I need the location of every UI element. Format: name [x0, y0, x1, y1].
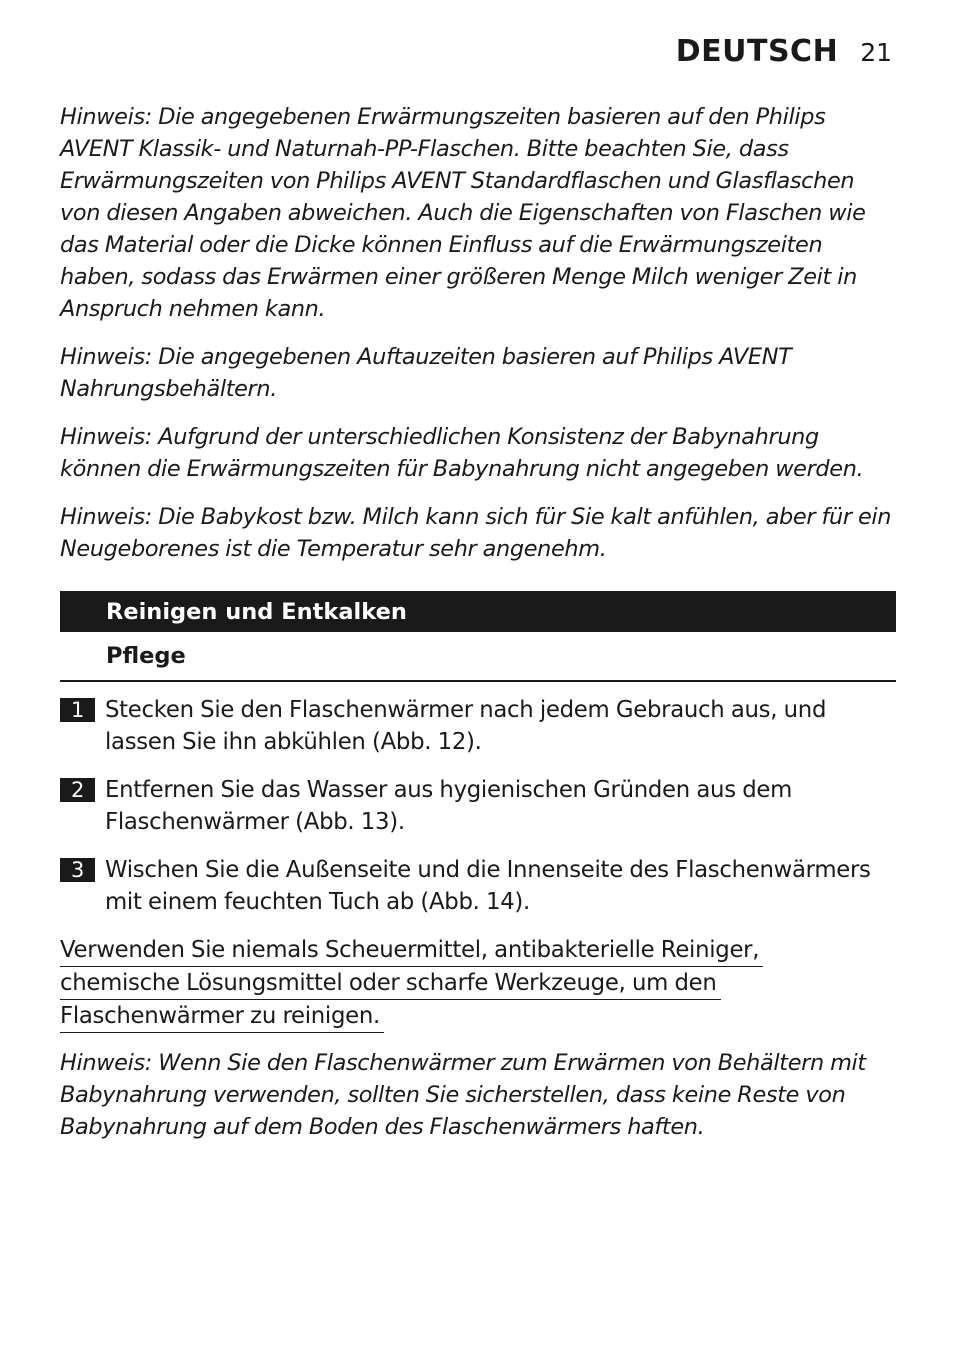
page-number: 21 — [860, 38, 892, 67]
step-text: Stecken Sie den Flaschenwärmer nach jedem Gebrauch aus, und lassen Sie ihn abkühlen (Abb. 12). — [105, 697, 827, 755]
step-number-badge: 3 — [60, 858, 95, 882]
subsection-title: Pflege — [106, 643, 186, 669]
language-heading: DEUTSCH — [675, 34, 839, 69]
subsection-header — [60, 632, 896, 682]
page-header — [676, 34, 892, 69]
note-temperature: Hinweis: Die Babykost bzw. Milch kann sich für Sie kalt anfühlen, aber für ein Neugeborenes ist die Temperatur sehr angenehm. — [60, 504, 892, 562]
step-item — [60, 854, 896, 918]
step-number-badge: 1 — [60, 698, 95, 722]
step-text: Wischen Sie die Außenseite und die Innenseite des Flaschenwärmers mit einem feuchten Tuch ab (Abb. 14). — [105, 857, 871, 915]
warning-line: chemische Lösungsmittel oder scharfe Werkzeuge, um den — [60, 967, 721, 1000]
section-header-bar — [60, 591, 896, 632]
note-baby-food-consistency: Hinweis: Aufgrund der unterschiedlichen Konsistenz der Babynahrung können die Erwärmungszeiten für Babynahrung nicht angegeben werden. — [60, 424, 864, 482]
warning-block — [60, 934, 896, 1033]
step-text: Entfernen Sie das Wasser aus hygienischen Gründen aus dem Flaschenwärmer (Abb. 13). — [105, 777, 793, 835]
note-baby-food-residue: Hinweis: Wenn Sie den Flaschenwärmer zum Erwärmen von Behältern mit Babynahrung verwenden, sollten Sie sicherstellen, dass keine Reste von Babynahrung auf dem Boden des Flaschenwärmers haften. — [60, 1050, 866, 1140]
warning-line: Verwenden Sie niemals Scheuermittel, antibakterielle Reiniger, — [60, 934, 763, 967]
step-item — [60, 774, 896, 838]
step-number-badge: 2 — [60, 778, 95, 802]
note-heating-times: Hinweis: Die angegebenen Erwärmungszeiten basieren auf den Philips AVENT Klassik- und Naturnah-PP-Flaschen. Bitte beachten Sie, dass Erwärmungszeiten von Philips AVENT Standardflaschen und Glasflaschen von diesen Angaben abweichen. Auch die Eigenschaften von Flaschen wie das Material oder die Dicke können Einfluss auf die Erwärmungszeiten haben, sodass das Erwärmen einer größeren Menge Milch weniger Zeit in Anspruch nehmen kann. — [60, 104, 866, 322]
page-content — [60, 101, 896, 1159]
note-thawing-times: Hinweis: Die angegebenen Auftauzeiten basieren auf Philips AVENT Nahrungsbehältern. — [60, 344, 792, 402]
section-title: Reinigen und Entkalken — [106, 598, 407, 625]
warning-line: Flaschenwärmer zu reinigen. — [60, 1000, 384, 1033]
step-item — [60, 694, 896, 758]
step-list — [60, 694, 896, 918]
